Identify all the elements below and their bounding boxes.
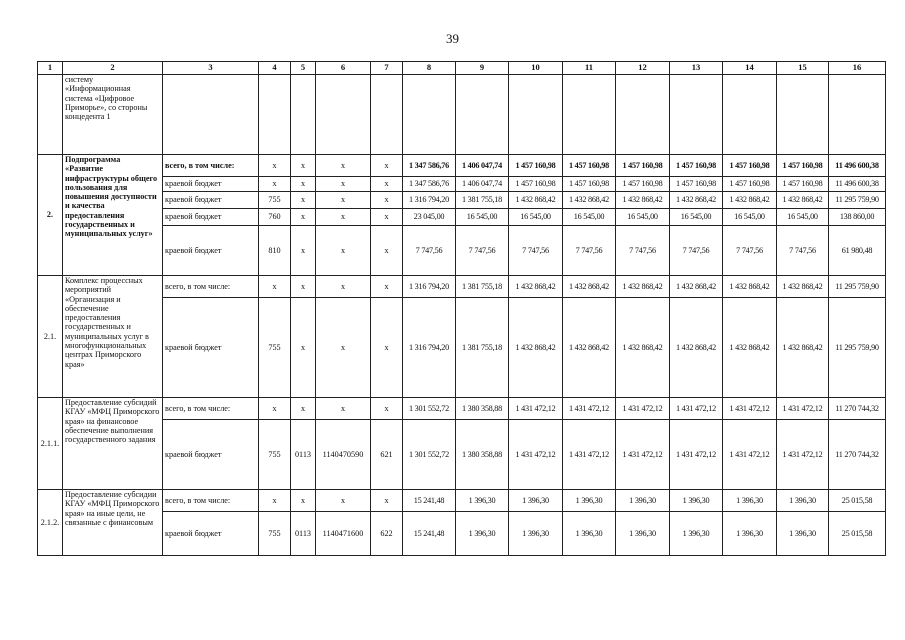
- amount-cell: 1 431 472,12: [777, 420, 829, 490]
- vr-code: x: [371, 298, 403, 398]
- amount-cell: 1 396,30: [723, 490, 777, 512]
- amount-cell: 1 431 472,12: [616, 398, 670, 420]
- amount-cell: 1 347 586,76: [403, 177, 456, 192]
- amount-cell: 1 432 868,42: [777, 276, 829, 298]
- amount-cell: 7 747,56: [456, 226, 509, 276]
- amount-cell: 1 432 868,42: [563, 276, 616, 298]
- table-row: [38, 276, 886, 298]
- amount-cell: 1 457 160,98: [616, 177, 670, 192]
- amount-cell: 1 396,30: [723, 512, 777, 556]
- amount-cell: 1 457 160,98: [670, 177, 723, 192]
- amount-cell: 1 457 160,98: [777, 155, 829, 177]
- amount-cell: 1 301 552,72: [403, 420, 456, 490]
- amount-cell: 1 457 160,98: [509, 177, 563, 192]
- amount-cell: 15 241,48: [403, 512, 456, 556]
- amount-cell: 1 457 160,98: [723, 177, 777, 192]
- header-cell: 6: [316, 62, 371, 75]
- header-cell: 15: [777, 62, 829, 75]
- vr-code: x: [371, 276, 403, 298]
- table-row: [38, 209, 886, 226]
- amount-cell: 1 432 868,42: [509, 192, 563, 209]
- amount-cell: 1 316 794,20: [403, 298, 456, 398]
- gr-code: x: [259, 177, 291, 192]
- page-number: 39: [446, 31, 459, 46]
- gr-code: x: [259, 155, 291, 177]
- amount-cell: 1 431 472,12: [563, 398, 616, 420]
- total-cell: 11 295 759,90: [829, 192, 886, 209]
- csr-code: 1140471600: [316, 512, 371, 556]
- item-name: Подпрограмма «Развитие инфраструктуры общего пользования для повышения доступности и качества предоставления государственных и муниципальных услуг»: [63, 155, 163, 276]
- table-row: [38, 192, 886, 209]
- amount-cell: 1 396,30: [616, 490, 670, 512]
- amount-cell: 1 406 047,74: [456, 177, 509, 192]
- header-cell: 11: [563, 62, 616, 75]
- amount-cell: 1 381 755,18: [456, 276, 509, 298]
- header-cell: 12: [616, 62, 670, 75]
- csr-code: x: [316, 192, 371, 209]
- csr-code: x: [316, 298, 371, 398]
- amount-cell: 16 545,00: [777, 209, 829, 226]
- header-cell: 3: [163, 62, 259, 75]
- header-cell: 7: [371, 62, 403, 75]
- header-cell: 8: [403, 62, 456, 75]
- csr-code: x: [316, 276, 371, 298]
- total-cell: 11 295 759,90: [829, 276, 886, 298]
- vr-code: x: [371, 490, 403, 512]
- rz-code: x: [291, 398, 316, 420]
- row-number: 2.1.: [38, 276, 63, 398]
- amount-cell: 1 432 868,42: [670, 192, 723, 209]
- amount-cell: 1 396,30: [777, 512, 829, 556]
- gr-code: 760: [259, 209, 291, 226]
- amount-cell: 1 432 868,42: [563, 298, 616, 398]
- gr-code: 755: [259, 420, 291, 490]
- amount-cell: 1 457 160,98: [723, 155, 777, 177]
- amount-cell: 7 747,56: [723, 226, 777, 276]
- amount-cell: 1 381 755,18: [456, 192, 509, 209]
- header-cell: 1: [38, 62, 63, 75]
- funding-source: краевой бюджет: [163, 226, 259, 276]
- amount-cell: 1 380 358,88: [456, 398, 509, 420]
- funding-source: краевой бюджет: [163, 298, 259, 398]
- csr-code: x: [316, 398, 371, 420]
- amount-cell: 1 396,30: [456, 490, 509, 512]
- item-name: Предоставление субсидий КГАУ «МФЦ Приморского края» на финансовое обеспечение выполнения государственного задания: [63, 398, 163, 490]
- amount-cell: 1 431 472,12: [563, 420, 616, 490]
- amount-cell: 1 406 047,74: [456, 155, 509, 177]
- amount-cell: 1 431 472,12: [723, 420, 777, 490]
- header-cell: 9: [456, 62, 509, 75]
- amount-cell: 1 457 160,98: [563, 177, 616, 192]
- item-name: Предоставление субсидии КГАУ «МФЦ Приморского края» на иные цели, не связанные с финансовым: [63, 490, 163, 556]
- header-cell: 5: [291, 62, 316, 75]
- gr-code: x: [259, 276, 291, 298]
- amount-cell: 1 431 472,12: [670, 420, 723, 490]
- amount-cell: 7 747,56: [616, 226, 670, 276]
- vr-code: 622: [371, 512, 403, 556]
- amount-cell: 1 396,30: [670, 512, 723, 556]
- total-cell: 138 860,00: [829, 209, 886, 226]
- amount-cell: 1 316 794,20: [403, 276, 456, 298]
- amount-cell: 1 432 868,42: [670, 298, 723, 398]
- amount-cell: 1 431 472,12: [670, 398, 723, 420]
- funding-source: краевой бюджет: [163, 420, 259, 490]
- total-cell: 25 015,58: [829, 490, 886, 512]
- total-cell: 25 015,58: [829, 512, 886, 556]
- total-cell: 11 270 744,32: [829, 420, 886, 490]
- amount-cell: 1 431 472,12: [777, 398, 829, 420]
- total-cell: 11 496 600,38: [829, 155, 886, 177]
- table-row: [38, 512, 886, 556]
- amount-cell: 1 431 472,12: [616, 420, 670, 490]
- row-number: 2.1.1.: [38, 398, 63, 490]
- gr-code: 755: [259, 298, 291, 398]
- amount-cell: 1 396,30: [563, 512, 616, 556]
- table-row: [38, 398, 886, 420]
- csr-code: x: [316, 209, 371, 226]
- amount-cell: 1 432 868,42: [563, 192, 616, 209]
- rz-code: x: [291, 192, 316, 209]
- amount-cell: 23 045,00: [403, 209, 456, 226]
- header-cell: 4: [259, 62, 291, 75]
- vr-code: x: [371, 192, 403, 209]
- amount-cell: 1 396,30: [509, 512, 563, 556]
- csr-code: x: [316, 226, 371, 276]
- vr-code: x: [371, 398, 403, 420]
- total-cell: 11 270 744,32: [829, 398, 886, 420]
- amount-cell: 1 431 472,12: [509, 398, 563, 420]
- row-number: 2.1.2.: [38, 490, 63, 556]
- header-cell: 16: [829, 62, 886, 75]
- csr-code: x: [316, 177, 371, 192]
- amount-cell: 1 396,30: [456, 512, 509, 556]
- amount-cell: 1 457 160,98: [777, 177, 829, 192]
- amount-cell: 16 545,00: [456, 209, 509, 226]
- row-number: 2.: [38, 155, 63, 276]
- header-cell: 14: [723, 62, 777, 75]
- vr-code: x: [371, 155, 403, 177]
- vr-code: x: [371, 209, 403, 226]
- amount-cell: 16 545,00: [723, 209, 777, 226]
- funding-source: краевой бюджет: [163, 177, 259, 192]
- rz-code: 0113: [291, 420, 316, 490]
- table-row: [38, 177, 886, 192]
- gr-code: x: [259, 490, 291, 512]
- rz-code: x: [291, 226, 316, 276]
- amount-cell: 1 457 160,98: [670, 155, 723, 177]
- item-name: Комплекс процессных мероприятий «Организация и обеспечение предоставления государственных и муниципальных услуг в многофункциональных центрах Приморского края»: [63, 276, 163, 398]
- amount-cell: 1 432 868,42: [616, 298, 670, 398]
- amount-cell: 7 747,56: [777, 226, 829, 276]
- amount-cell: 1 432 868,42: [670, 276, 723, 298]
- amount-cell: 7 747,56: [670, 226, 723, 276]
- gr-code: x: [259, 398, 291, 420]
- amount-cell: 7 747,56: [509, 226, 563, 276]
- rz-code: x: [291, 298, 316, 398]
- amount-cell: 1 432 868,42: [723, 276, 777, 298]
- rz-code: x: [291, 490, 316, 512]
- amount-cell: 7 747,56: [403, 226, 456, 276]
- header-cell: 2: [63, 62, 163, 75]
- gr-code: 755: [259, 512, 291, 556]
- amount-cell: 1 380 358,88: [456, 420, 509, 490]
- continuation-row: [38, 75, 886, 155]
- funding-source: всего, в том числе:: [163, 490, 259, 512]
- amount-cell: 16 545,00: [563, 209, 616, 226]
- gr-code: 755: [259, 192, 291, 209]
- vr-code: 621: [371, 420, 403, 490]
- vr-code: x: [371, 226, 403, 276]
- table-row: [38, 155, 886, 177]
- total-cell: 11 496 600,38: [829, 177, 886, 192]
- total-cell: 61 980,48: [829, 226, 886, 276]
- amount-cell: 15 241,48: [403, 490, 456, 512]
- amount-cell: 1 396,30: [563, 490, 616, 512]
- amount-cell: 1 301 552,72: [403, 398, 456, 420]
- amount-cell: 1 432 868,42: [509, 276, 563, 298]
- amount-cell: 1 396,30: [616, 512, 670, 556]
- header-row: [38, 62, 886, 75]
- amount-cell: 1 432 868,42: [777, 192, 829, 209]
- header-cell: 13: [670, 62, 723, 75]
- amount-cell: 7 747,56: [563, 226, 616, 276]
- amount-cell: 16 545,00: [509, 209, 563, 226]
- total-cell: 11 295 759,90: [829, 298, 886, 398]
- amount-cell: 1 347 586,76: [403, 155, 456, 177]
- funding-source: краевой бюджет: [163, 512, 259, 556]
- amount-cell: 1 457 160,98: [563, 155, 616, 177]
- amount-cell: 1 432 868,42: [509, 298, 563, 398]
- gr-code: 810: [259, 226, 291, 276]
- header-cell: 10: [509, 62, 563, 75]
- funding-source: краевой бюджет: [163, 192, 259, 209]
- amount-cell: 1 396,30: [670, 490, 723, 512]
- amount-cell: 1 396,30: [777, 490, 829, 512]
- rz-code: x: [291, 276, 316, 298]
- table-row: [38, 490, 886, 512]
- budget-table: [37, 61, 886, 556]
- amount-cell: 16 545,00: [616, 209, 670, 226]
- rz-code: 0113: [291, 512, 316, 556]
- amount-cell: 1 396,30: [509, 490, 563, 512]
- csr-code: 1140470590: [316, 420, 371, 490]
- amount-cell: 1 431 472,12: [723, 398, 777, 420]
- amount-cell: 1 381 755,18: [456, 298, 509, 398]
- amount-cell: 1 432 868,42: [723, 192, 777, 209]
- funding-source: всего, в том числе:: [163, 398, 259, 420]
- funding-source: краевой бюджет: [163, 209, 259, 226]
- table-row: [38, 226, 886, 276]
- rz-code: x: [291, 177, 316, 192]
- table-row: [38, 420, 886, 490]
- rz-code: x: [291, 209, 316, 226]
- vr-code: x: [371, 177, 403, 192]
- amount-cell: 1 316 794,20: [403, 192, 456, 209]
- continuation-text: систему «Информационная система «Цифровое Приморье», со стороны концедента 1: [63, 75, 163, 155]
- amount-cell: 1 432 868,42: [777, 298, 829, 398]
- amount-cell: 1 432 868,42: [616, 192, 670, 209]
- rz-code: x: [291, 155, 316, 177]
- amount-cell: 1 457 160,98: [616, 155, 670, 177]
- csr-code: x: [316, 155, 371, 177]
- amount-cell: 1 432 868,42: [723, 298, 777, 398]
- amount-cell: 1 457 160,98: [509, 155, 563, 177]
- table-row: [38, 298, 886, 398]
- amount-cell: 1 431 472,12: [509, 420, 563, 490]
- amount-cell: 16 545,00: [670, 209, 723, 226]
- funding-source: всего, в том числе:: [163, 155, 259, 177]
- csr-code: x: [316, 490, 371, 512]
- amount-cell: 1 432 868,42: [616, 276, 670, 298]
- funding-source: всего, в том числе:: [163, 276, 259, 298]
